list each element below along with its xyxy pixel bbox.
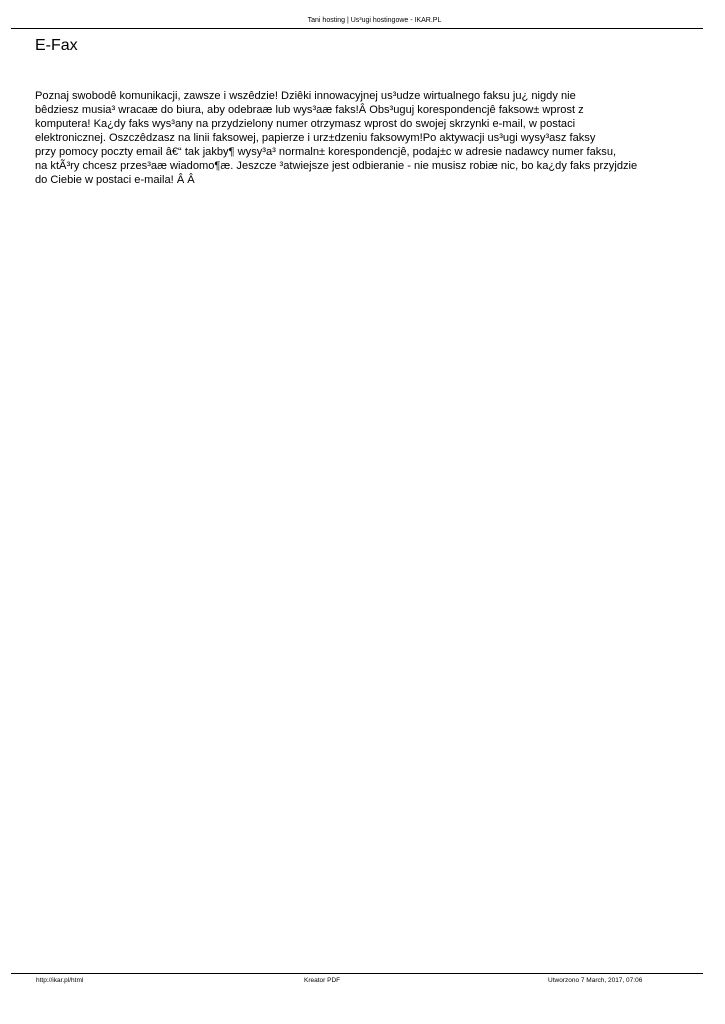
article-line: Poznaj swobodê komunikacji, zawsze i wszêdzie! Dziêki innowacyjnej us³udze wirtualnego faksu ju¿ nigdy nie <box>35 90 576 102</box>
footer-divider <box>11 973 703 974</box>
article-line: bêdziesz musia³ wracaæ do biura, aby odebraæ lub wys³aæ faks!Â Obs³uguj korespondencjê faksow± wprost z <box>35 104 584 116</box>
article-line: elektronicznej. Oszczêdzasz na linii faksowej, papierze i urz±dzeniu faksowym!Po aktywacji us³ugi wysy³asz faksy <box>35 132 596 144</box>
article-line: przy pomocy poczty email â€“ tak jakby¶ wysy³a³ normaln± korespondencjê, podaj±c w adresie nadawcy numer faksu, <box>35 146 617 158</box>
footer-creator: Kreator PDF <box>304 977 341 984</box>
header-divider <box>11 28 703 29</box>
article-line: do Ciebie w postaci e-maila! Â Â <box>35 174 195 186</box>
article-body <box>35 89 711 187</box>
footer-created-date: Utworzono 7 March, 2017, 07:06 <box>548 977 643 984</box>
footer-url: http://ikar.pl/html <box>36 977 84 984</box>
article-line: na ktÃ³ry chcesz przes³aæ wiadomo¶æ. Jeszcze ³atwiejsze jest odbieranie - nie musisz robiæ nic, bo ka¿dy faks przyjdzie <box>35 160 638 172</box>
header-title: Tani hosting | Us³ugi hostingowe - IKAR.PL <box>307 17 442 24</box>
page-title: E-Fax <box>35 37 78 54</box>
article-line: komputera! Ka¿dy faks wys³any na przydzielony numer otrzymasz wprost do swojej skrzynki e-mail, w postaci <box>35 118 576 130</box>
